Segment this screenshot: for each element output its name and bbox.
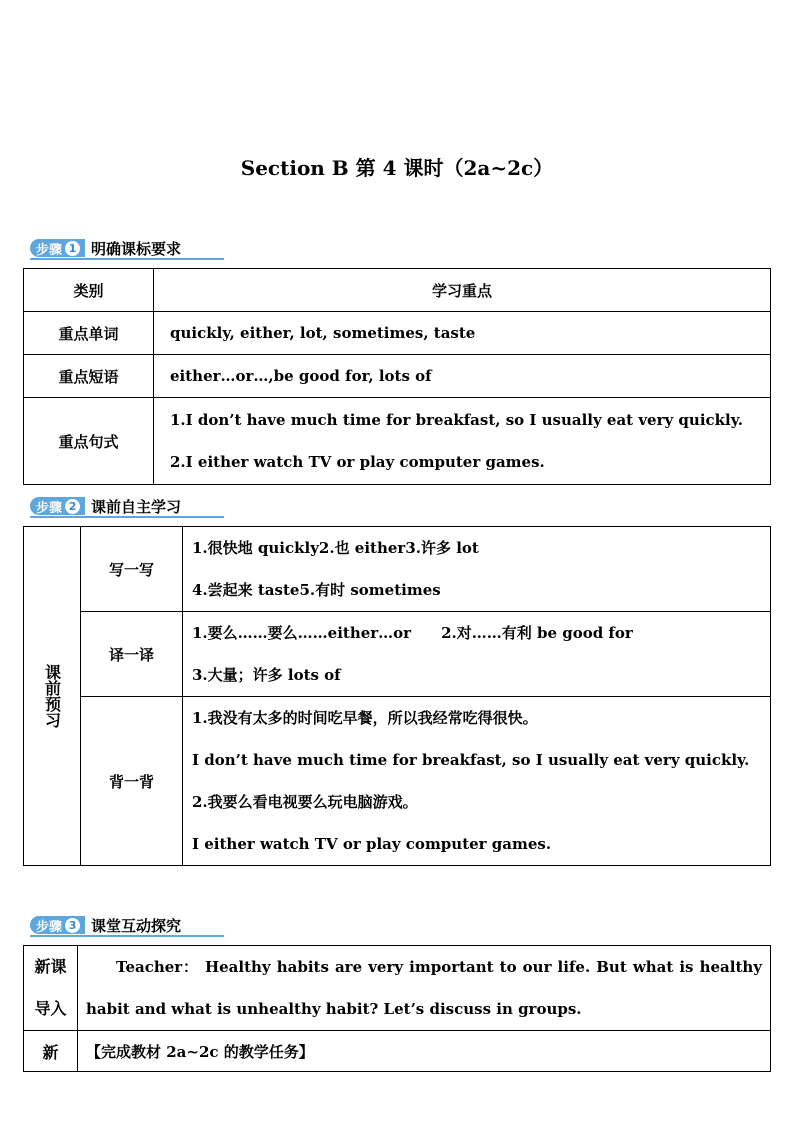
table-row — [24, 946, 771, 1031]
step-1-label: 明确课标要求 — [91, 239, 182, 258]
content-line: habit and what is unhealthy habit? Let’s discuss in groups. — [86, 1000, 582, 1018]
step-2-header — [30, 496, 181, 516]
row-content: either…or…,be good for, lots of — [154, 355, 771, 398]
content-line: 3.大量；许多 lots of — [192, 666, 341, 684]
step-2-badge — [30, 497, 85, 515]
row-category: 新 — [24, 1031, 78, 1072]
classroom-table — [23, 945, 771, 1072]
row-category: 写一写 — [81, 527, 183, 612]
page-title: Section B 第 4 课时（2a~2c） — [240, 156, 554, 180]
row-category: 背一背 — [81, 697, 183, 866]
step-number: 2 — [65, 499, 80, 514]
row-content — [154, 398, 771, 485]
step-badge-text: 步骤 — [36, 919, 63, 935]
table-row — [24, 612, 771, 697]
row-category: 重点短语 — [24, 355, 154, 398]
step-number: 3 — [65, 918, 80, 933]
table-row — [24, 527, 771, 612]
step-badge-text: 步骤 — [36, 500, 63, 516]
step-badge-text: 步骤 — [36, 242, 63, 258]
side-label: 课前预习 — [42, 664, 62, 728]
step-1-badge — [30, 239, 85, 257]
row-category: 新课导入 — [24, 946, 78, 1031]
table-row — [24, 697, 771, 866]
content-line: 1.I don’t have much time for breakfast, so I usually eat very quickly. — [170, 411, 743, 429]
header-category: 类别 — [24, 269, 154, 312]
header-focus: 学习重点 — [154, 269, 771, 312]
content-line: I either watch TV or play computer games. — [192, 835, 552, 853]
row-category: 译一译 — [81, 612, 183, 697]
row-content — [183, 612, 771, 697]
row-content — [183, 697, 771, 866]
table-row — [24, 1031, 771, 1072]
step-underline — [30, 258, 224, 260]
content-line: 1.很快地 quickly2.也 either3.许多 lot — [192, 539, 479, 557]
step-underline — [30, 516, 224, 518]
key-points-table — [23, 268, 771, 485]
row-category: 重点单词 — [24, 312, 154, 355]
content-line: 1.要么……要么……either…or 2.对……有利 be good for — [192, 624, 633, 642]
row-content: 【完成教材 2a~2c 的教学任务】 — [78, 1031, 771, 1072]
preview-table — [23, 526, 771, 866]
content-line: 2.I either watch TV or play computer games. — [170, 453, 545, 471]
content-line: I don’t have much time for breakfast, so I usually eat very quickly. — [192, 751, 750, 769]
row-content — [78, 946, 771, 1031]
content-line: 4.尝起来 taste5.有时 sometimes — [192, 581, 441, 599]
row-content: quickly, either, lot, sometimes, taste — [154, 312, 771, 355]
step-3-label: 课堂互动探究 — [91, 916, 182, 935]
content-line: 1.我没有太多的时间吃早餐，所以我经常吃得很快。 — [192, 709, 538, 727]
table-row — [24, 355, 771, 398]
step-3-badge — [30, 916, 85, 934]
row-content — [183, 527, 771, 612]
side-label-cell — [24, 527, 81, 866]
step-1-header — [30, 238, 181, 258]
step-underline — [30, 935, 224, 937]
content-line: Teacher： Healthy habits are very important to our life. But what is healthy — [116, 958, 762, 976]
table-row — [24, 398, 771, 485]
row-category: 重点句式 — [24, 398, 154, 485]
table-row — [24, 312, 771, 355]
content-line: 2.我要么看电视要么玩电脑游戏。 — [192, 793, 418, 811]
step-3-header — [30, 915, 181, 935]
step-number: 1 — [65, 241, 80, 256]
step-2-label: 课前自主学习 — [91, 497, 182, 516]
